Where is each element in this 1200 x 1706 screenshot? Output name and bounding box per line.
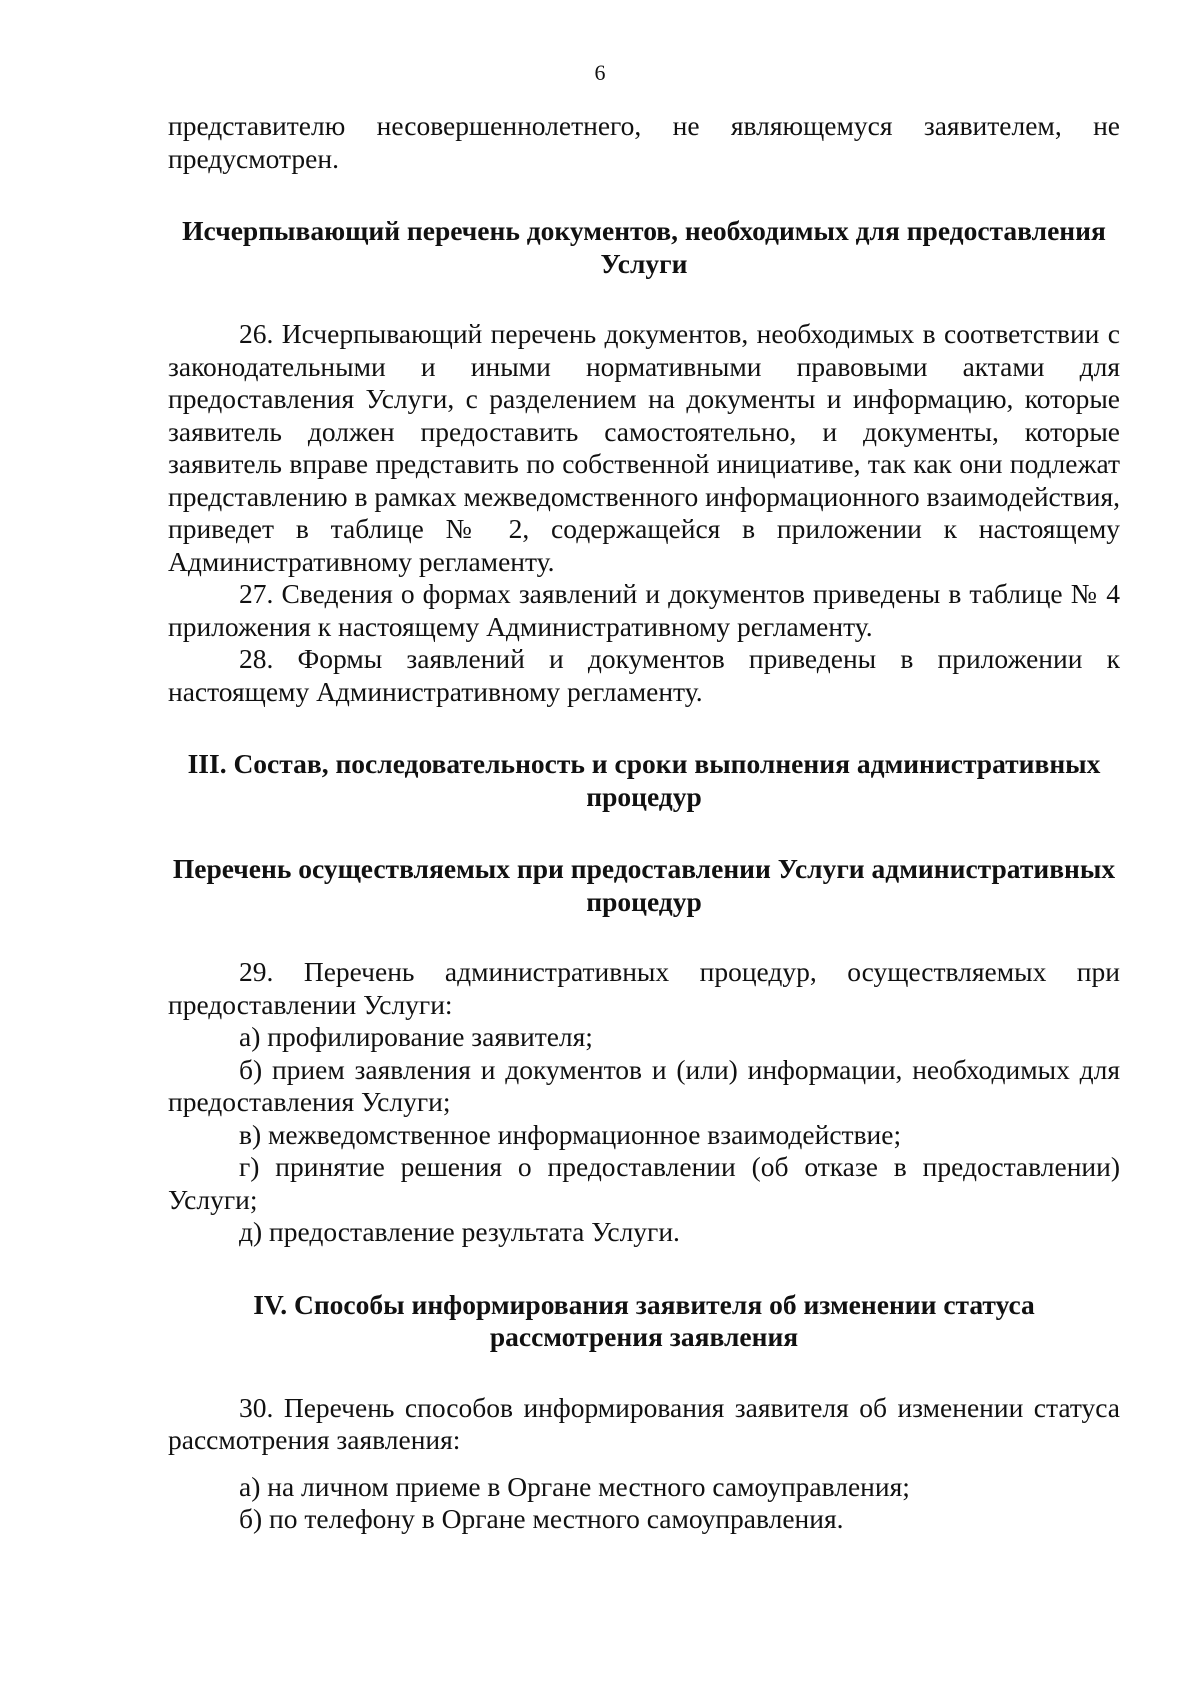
paragraph-28: 28. Формы заявлений и документов приведены в приложении к настоящему Административному регламенту.	[168, 643, 1120, 707]
paragraph-26: 26. Исчерпывающий перечень документов, необходимых в соответствии с законодательными и иными нормативными правовыми актами для предоставления Услуги, с разделением на документы и информацию, которые заявитель должен предоставить самостоятельно, и документы, которые заявитель вправе представить по собственной инициативе, так как они подлежат представлению в рамках межведомственного информационного взаимодействия, приведет в таблице № 2, содержащейся в приложении к настоящему Административному регламенту.	[168, 318, 1120, 577]
heading-section-iv: IV. Способы информирования заявителя об изменении статуса рассмотрения заявления	[253, 1288, 1035, 1352]
document-body	[168, 110, 1120, 1536]
list-item: б) прием заявления и документов и (или) информации, необходимых для предоставления Услуги;	[168, 1053, 1120, 1117]
list-item: г) принятие решения о предоставлении (об отказе в предоставлении) Услуги;	[168, 1151, 1120, 1215]
paragraph-29: 29. Перечень административных процедур, осуществляемых при предоставлении Услуги:	[168, 956, 1120, 1020]
list-item: а) на личном приеме в Органе местного самоуправления;	[239, 1470, 910, 1502]
paragraph-27: 27. Сведения о формах заявлений и документов приведены в таблице № 4 приложения к настоящему Административному регламенту.	[168, 578, 1120, 642]
paragraph-30: 30. Перечень способов информирования заявителя об изменении статуса рассмотрения заявления:	[168, 1391, 1120, 1455]
list-item: б) по телефону в Органе местного самоуправления.	[239, 1503, 844, 1534]
intro-paragraph: представителю несовершеннолетнего, не являющемуся заявителем, не предусмотрен.	[168, 110, 1120, 174]
heading-documents-list: Исчерпывающий перечень документов, необходимых для предоставления Услуги	[182, 215, 1106, 279]
page-number: 6	[594, 60, 606, 85]
heading-section-iii: III. Состав, последовательность и сроки выполнения административных процедур	[187, 748, 1101, 812]
list-item: а) профилирование заявителя;	[239, 1021, 593, 1052]
heading-procedures-list: Перечень осуществляемых при предоставлении Услуги административных процедур	[172, 853, 1116, 917]
spacer	[168, 1457, 1120, 1471]
list-item: д) предоставление результата Услуги.	[239, 1216, 680, 1247]
list-item: в) межведомственное информационное взаимодействие;	[239, 1118, 902, 1150]
